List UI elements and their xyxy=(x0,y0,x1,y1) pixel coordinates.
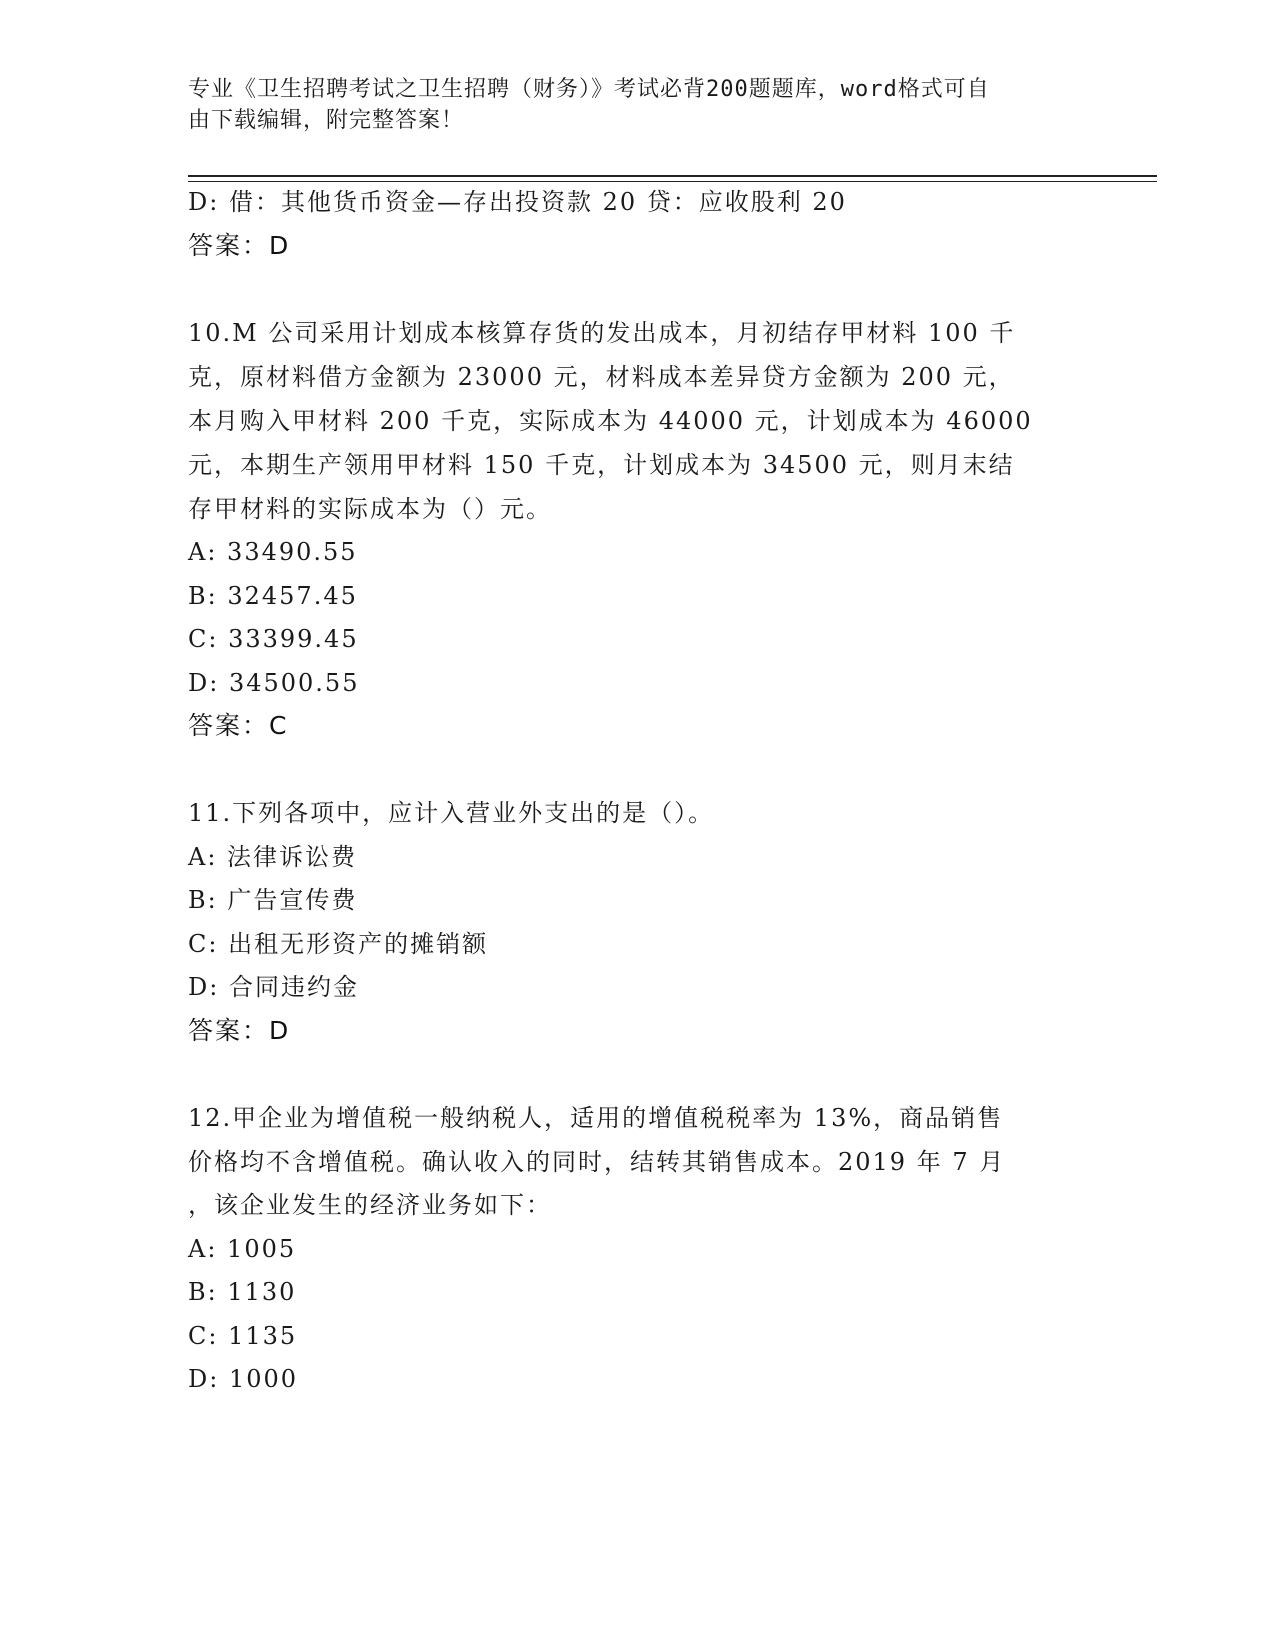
q11-stem-line-1: 11.下列各项中，应计入营业外支出的是（）。 xyxy=(188,799,715,827)
q10-stem-line-3: 本月购入甲材料 200 千克，实际成本为 44000 元，计划成本为 46000 xyxy=(188,407,1033,435)
q10-stem-line-4: 元，本期生产领用甲材料 150 千克，计划成本为 34500 元，则月末结 xyxy=(188,451,1015,479)
q12-option-d: D: 1000 xyxy=(188,1365,299,1393)
header-line-2: 由下载编辑，附完整答案！ xyxy=(188,108,465,133)
document-header xyxy=(188,74,1068,136)
q9-answer: 答案：D xyxy=(188,231,291,260)
q11-option-d: D: 合同违约金 xyxy=(188,973,359,1001)
q10-stem-line-2: 克，原材料借方金额为 23000 元，材料成本差异贷方金额为 200 元， xyxy=(188,363,1015,391)
q9-option-d: D: 借：其他货币资金—存出投资款 20 贷：应收股利 20 xyxy=(188,188,847,216)
q10-option-c: C: 33399.45 xyxy=(188,625,359,653)
header-line-1: 专业《卫生招聘考试之卫生招聘（财务）》考试必背200题题库，word格式可自 xyxy=(188,77,990,102)
q10-option-d: D: 34500.55 xyxy=(188,669,360,697)
q12-stem-line-2: 价格均不含增值税。确认收入的同时，结转其销售成本。2019 年 7 月 xyxy=(188,1148,1006,1176)
q12-stem-line-1: 12.甲企业为增值税一般纳税人，适用的增值税税率为 13%，商品销售 xyxy=(188,1104,1004,1132)
q10-answer: 答案：C xyxy=(188,711,289,740)
q12-option-c: C: 1135 xyxy=(188,1322,298,1350)
q12-stem-line-3: ，该企业发生的经济业务如下： xyxy=(188,1191,552,1219)
header-divider-thin xyxy=(188,181,1157,182)
q11-option-a: A: 法律诉讼费 xyxy=(188,843,358,871)
q10-stem-line-5: 存甲材料的实际成本为（）元。 xyxy=(188,495,552,523)
q11-answer: 答案：D xyxy=(188,1016,291,1045)
q12-option-a: A: 1005 xyxy=(188,1235,297,1263)
header-divider-thick xyxy=(188,175,1157,177)
q10-option-b: B: 32457.45 xyxy=(188,582,358,610)
q12-option-b: B: 1130 xyxy=(188,1278,297,1306)
q10-stem-line-1: 10.M 公司采用计划成本核算存货的发出成本，月初结存甲材料 100 千 xyxy=(188,319,1016,347)
q11-option-b: B: 广告宣传费 xyxy=(188,886,358,914)
q10-option-a: A: 33490.55 xyxy=(188,538,358,566)
q11-option-c: C: 出租无形资产的摊销额 xyxy=(188,930,489,958)
